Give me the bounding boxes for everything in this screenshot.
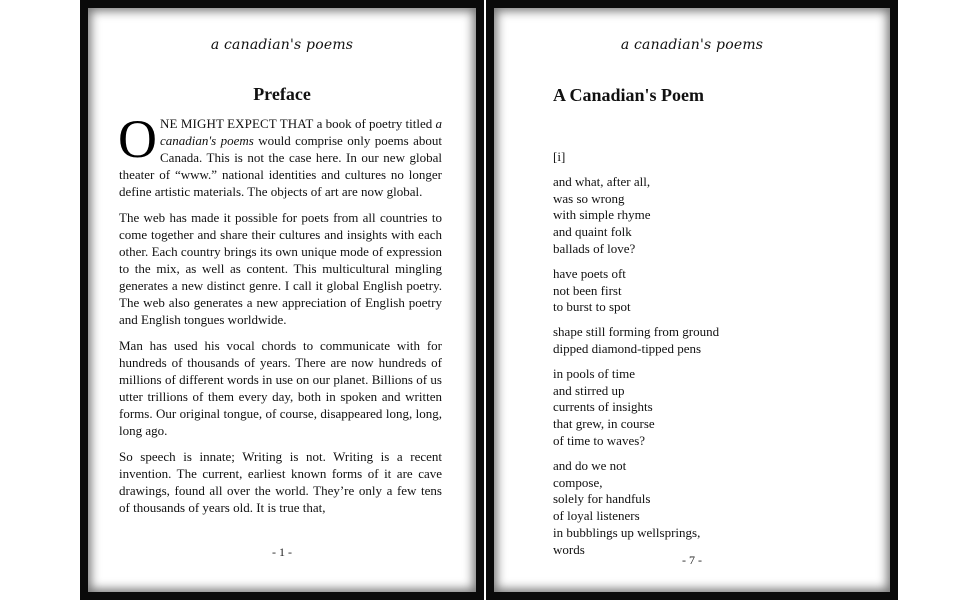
poem-line: and do we not — [553, 457, 627, 473]
stanza-container — [553, 174, 873, 559]
left-page-number: - 1 - — [272, 545, 292, 559]
poem-line: with simple rhyme — [553, 207, 651, 223]
poem-line: shape still forming from ground — [553, 324, 720, 340]
poem-stanza — [553, 266, 873, 316]
poem-line: have poets oft — [553, 265, 626, 281]
right-page — [494, 8, 890, 592]
poem-line: ballads of love? — [553, 240, 636, 256]
preface-paragraph-1 — [118, 109, 443, 200]
poem-line: not been first — [553, 282, 622, 298]
poem-line: solely for handfuls — [553, 491, 651, 507]
poem-line: to burst to spot — [553, 299, 631, 315]
poem-line: that grew, in course — [553, 416, 655, 432]
poem-line: and quaint folk — [553, 224, 632, 240]
poem-line: compose, — [553, 474, 603, 490]
poem-stanza — [553, 174, 873, 258]
poem-line: was so wrong — [553, 190, 625, 206]
poem-stanza — [553, 366, 873, 450]
right-page-frame — [486, 0, 898, 600]
poem-body — [553, 149, 873, 567]
italic-book-title: a canadian's poems — [160, 116, 443, 148]
preface-paragraph-3: Man has used his vocal chords to communicate with for hundreds of thousands of years. There are now hundreds of millions of different words in use on our planet. Billions of us utter trillions of them every day, both in spoken and written forms. Our original tongue, of course, disappeared long, long, long ago. — [119, 338, 442, 438]
poem-stanza — [553, 458, 873, 559]
poem-line: of loyal listeners — [553, 508, 640, 524]
right-page-number: - 7 - — [682, 553, 702, 567]
poem-title: A Canadian's Poem — [553, 85, 705, 105]
preface-paragraph-2: The web has made it possible for poets from all countries to come together and share their cultures and insights with each other. Each country brings its own unique mode of expression to the mix, as well as content. This multicultural mingling generates a new distinct genre. I call it global English poetry. The web also generates a new appreciation of English poetry and English tongues worldwide. — [119, 210, 442, 327]
left-running-head: a canadian's poems — [210, 37, 354, 53]
right-running-head: a canadian's poems — [620, 37, 764, 53]
poem-line: currents of insights — [553, 399, 653, 415]
poem-line: dipped diamond-tipped pens — [553, 340, 702, 356]
paragraph-text: would comprise only poems about Canada. This is not the case here. In our new global theater of “www.” national identities and cultures no longer define artistic materials. The objects of art are now global. — [119, 133, 442, 199]
stanza-number: [i] — [553, 149, 566, 164]
preface-paragraph-4: So speech is innate; Writing is not. Writing is a recent invention. The current, earliest known forms of it are cave drawings, found all over the world. They’re only a few tens of thousands of years old. It is true that, — [119, 449, 442, 515]
poem-line: in pools of time — [553, 365, 635, 381]
drop-cap: O — [118, 109, 157, 169]
preface-body — [118, 109, 443, 525]
poem-line: and stirred up — [553, 382, 625, 398]
poem-line: of time to waves? — [553, 432, 646, 448]
lead-caps: NE MIGHT EXPECT THAT — [160, 116, 314, 131]
preface-title: Preface — [253, 84, 311, 104]
paragraph-text: a book of poetry titled — [313, 116, 436, 131]
poem-line: and what, after all, — [553, 173, 651, 189]
left-page — [88, 8, 476, 592]
left-page-frame — [80, 0, 484, 600]
poem-stanza — [553, 324, 873, 358]
poem-line: in bubblings up wellsprings, — [553, 524, 701, 540]
poem-line: words — [553, 541, 585, 557]
